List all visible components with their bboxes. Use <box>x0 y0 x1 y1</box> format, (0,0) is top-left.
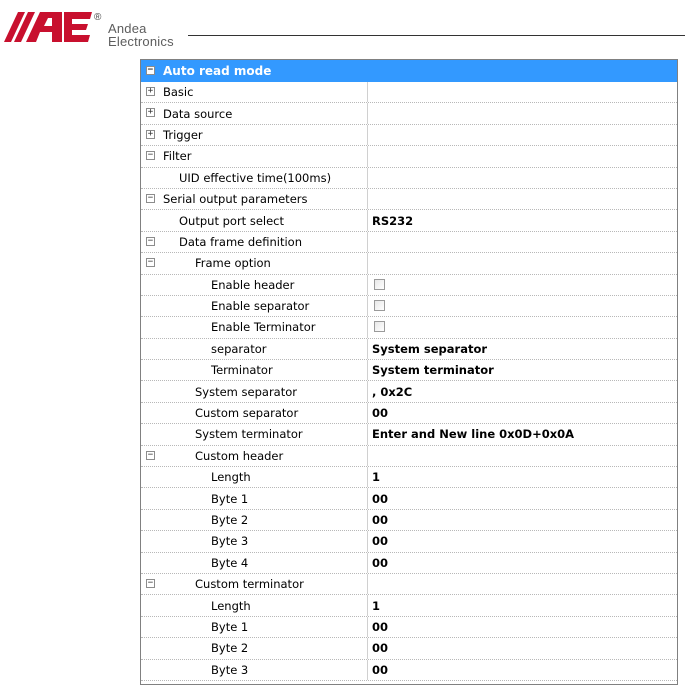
column-divider <box>367 381 368 401</box>
property-row-ch-byte4[interactable] <box>141 553 677 574</box>
property-label: separator <box>211 341 267 356</box>
property-row-system-separator[interactable] <box>141 381 677 402</box>
property-label: Byte 3 <box>211 534 249 549</box>
checkbox[interactable] <box>374 300 385 311</box>
property-row-data-frame[interactable] <box>141 232 677 253</box>
property-row-ct-byte1[interactable] <box>141 617 677 638</box>
property-label: Enable separator <box>211 299 310 314</box>
column-divider <box>367 82 368 102</box>
property-row-ct-byte3[interactable] <box>141 660 677 681</box>
property-label: Byte 1 <box>211 619 249 634</box>
property-row-serial-output[interactable] <box>141 189 677 210</box>
grid-title-row[interactable] <box>141 60 677 82</box>
property-value[interactable]: 00 <box>372 491 389 506</box>
property-value[interactable]: , 0x2C <box>372 384 413 399</box>
property-row-custom-header[interactable] <box>141 446 677 467</box>
collapse-icon[interactable]: − <box>147 257 154 268</box>
property-value[interactable]: 00 <box>372 513 389 527</box>
collapse-icon[interactable]: − <box>147 192 154 203</box>
property-value[interactable]: 1 <box>372 598 381 613</box>
brand-name: Andea <box>108 21 147 36</box>
property-row-ch-byte3[interactable] <box>141 531 677 552</box>
property-row-ct-byte2[interactable] <box>141 638 677 659</box>
column-divider <box>367 660 368 680</box>
property-label: Data frame definition <box>179 234 303 249</box>
property-grid <box>140 59 678 685</box>
property-row-basic[interactable] <box>141 82 677 103</box>
column-divider <box>367 403 368 423</box>
property-row-separator[interactable] <box>141 339 677 360</box>
column-divider <box>367 510 368 530</box>
property-value[interactable]: System terminator <box>372 363 494 378</box>
column-divider <box>367 553 368 573</box>
property-label: Byte 3 <box>211 662 249 677</box>
property-label: UID effective time(100ms) <box>179 170 332 185</box>
column-divider <box>367 360 368 380</box>
expand-icon[interactable]: + <box>147 86 154 96</box>
collapse-icon[interactable]: − <box>147 65 154 75</box>
column-divider <box>367 103 368 123</box>
property-row-terminator[interactable] <box>141 360 677 381</box>
property-row-output-port[interactable] <box>141 210 677 231</box>
property-label: Length <box>211 598 251 613</box>
property-label: Basic <box>163 85 194 100</box>
collapse-icon[interactable]: − <box>147 235 154 246</box>
property-value[interactable]: 00 <box>372 641 389 656</box>
property-row-custom-terminator[interactable] <box>141 574 677 595</box>
property-label: Length <box>211 470 251 485</box>
column-divider <box>367 125 368 145</box>
column-divider <box>367 275 368 295</box>
property-value[interactable]: 00 <box>372 662 389 677</box>
expand-icon[interactable]: + <box>147 128 154 139</box>
property-label: Enable Terminator <box>211 320 316 335</box>
property-label: Byte 1 <box>211 491 249 506</box>
column-divider <box>367 296 368 316</box>
property-row-custom-separator[interactable] <box>141 403 677 424</box>
column-divider <box>367 232 368 252</box>
property-label: Serial output parameters <box>163 192 308 207</box>
property-row-enable-separator[interactable] <box>141 296 677 317</box>
property-label: Output port select <box>179 213 284 228</box>
column-divider <box>367 574 368 594</box>
property-label: Byte 2 <box>211 641 249 656</box>
property-row-enable-terminator[interactable] <box>141 317 677 338</box>
property-label: Frame option <box>195 256 271 271</box>
expand-icon[interactable]: + <box>147 107 154 118</box>
property-value[interactable]: 00 <box>372 534 389 549</box>
column-divider <box>367 317 368 337</box>
property-value[interactable]: RS232 <box>372 213 414 228</box>
column-divider <box>367 168 368 188</box>
property-row-enable-header[interactable] <box>141 275 677 296</box>
grid-title: Auto read mode <box>163 63 272 78</box>
property-value[interactable]: 1 <box>372 470 381 485</box>
property-label: Byte 2 <box>211 513 249 527</box>
checkbox[interactable] <box>374 321 385 332</box>
property-row-ch-length[interactable] <box>141 467 677 488</box>
collapse-icon[interactable]: − <box>147 449 154 460</box>
property-label: Terminator <box>211 363 273 378</box>
property-label: Data source <box>163 106 233 121</box>
column-divider <box>367 253 368 273</box>
header-divider <box>188 35 685 36</box>
andea-logo-mark-icon <box>4 12 94 42</box>
property-row-uid-time[interactable] <box>141 168 677 189</box>
property-label: Filter <box>163 149 192 164</box>
property-row-data-source[interactable] <box>141 103 677 124</box>
brand-subtitle: Electronics <box>108 34 174 49</box>
registered-mark: ® <box>94 12 102 23</box>
column-divider <box>367 189 368 209</box>
property-label: Byte 4 <box>211 555 249 570</box>
brand-logo <box>4 6 224 49</box>
collapse-icon[interactable]: − <box>147 577 154 588</box>
checkbox[interactable] <box>374 279 385 290</box>
property-row-ch-byte2[interactable] <box>141 510 677 531</box>
property-value[interactable]: System separator <box>372 341 488 356</box>
column-divider <box>367 531 368 551</box>
property-row-ct-length[interactable] <box>141 595 677 616</box>
property-label: Custom terminator <box>195 577 304 592</box>
property-value[interactable]: 00 <box>372 619 389 634</box>
column-divider <box>367 595 368 615</box>
property-row-system-terminator[interactable] <box>141 424 677 445</box>
property-label: Custom separator <box>195 406 299 421</box>
column-divider <box>367 638 368 658</box>
column-divider <box>367 146 368 166</box>
property-label: Trigger <box>163 127 203 142</box>
column-divider <box>367 488 368 508</box>
property-row-ch-byte1[interactable] <box>141 488 677 509</box>
column-divider <box>367 446 368 466</box>
property-value[interactable]: 00 <box>372 406 389 421</box>
column-divider <box>367 424 368 444</box>
property-value[interactable]: 00 <box>372 555 389 570</box>
collapse-icon[interactable]: − <box>147 150 154 161</box>
property-label: Custom header <box>195 448 284 463</box>
property-row-frame-option[interactable] <box>141 253 677 274</box>
column-divider <box>367 617 368 637</box>
property-label: System terminator <box>195 427 303 442</box>
property-label: Enable header <box>211 277 295 292</box>
column-divider <box>367 339 368 359</box>
property-value[interactable]: Enter and New line 0x0D+0x0A <box>372 427 575 442</box>
property-row-filter[interactable] <box>141 146 677 167</box>
property-label: System separator <box>195 384 298 399</box>
column-divider <box>367 210 368 230</box>
property-row-trigger[interactable] <box>141 125 677 146</box>
column-divider <box>367 467 368 487</box>
